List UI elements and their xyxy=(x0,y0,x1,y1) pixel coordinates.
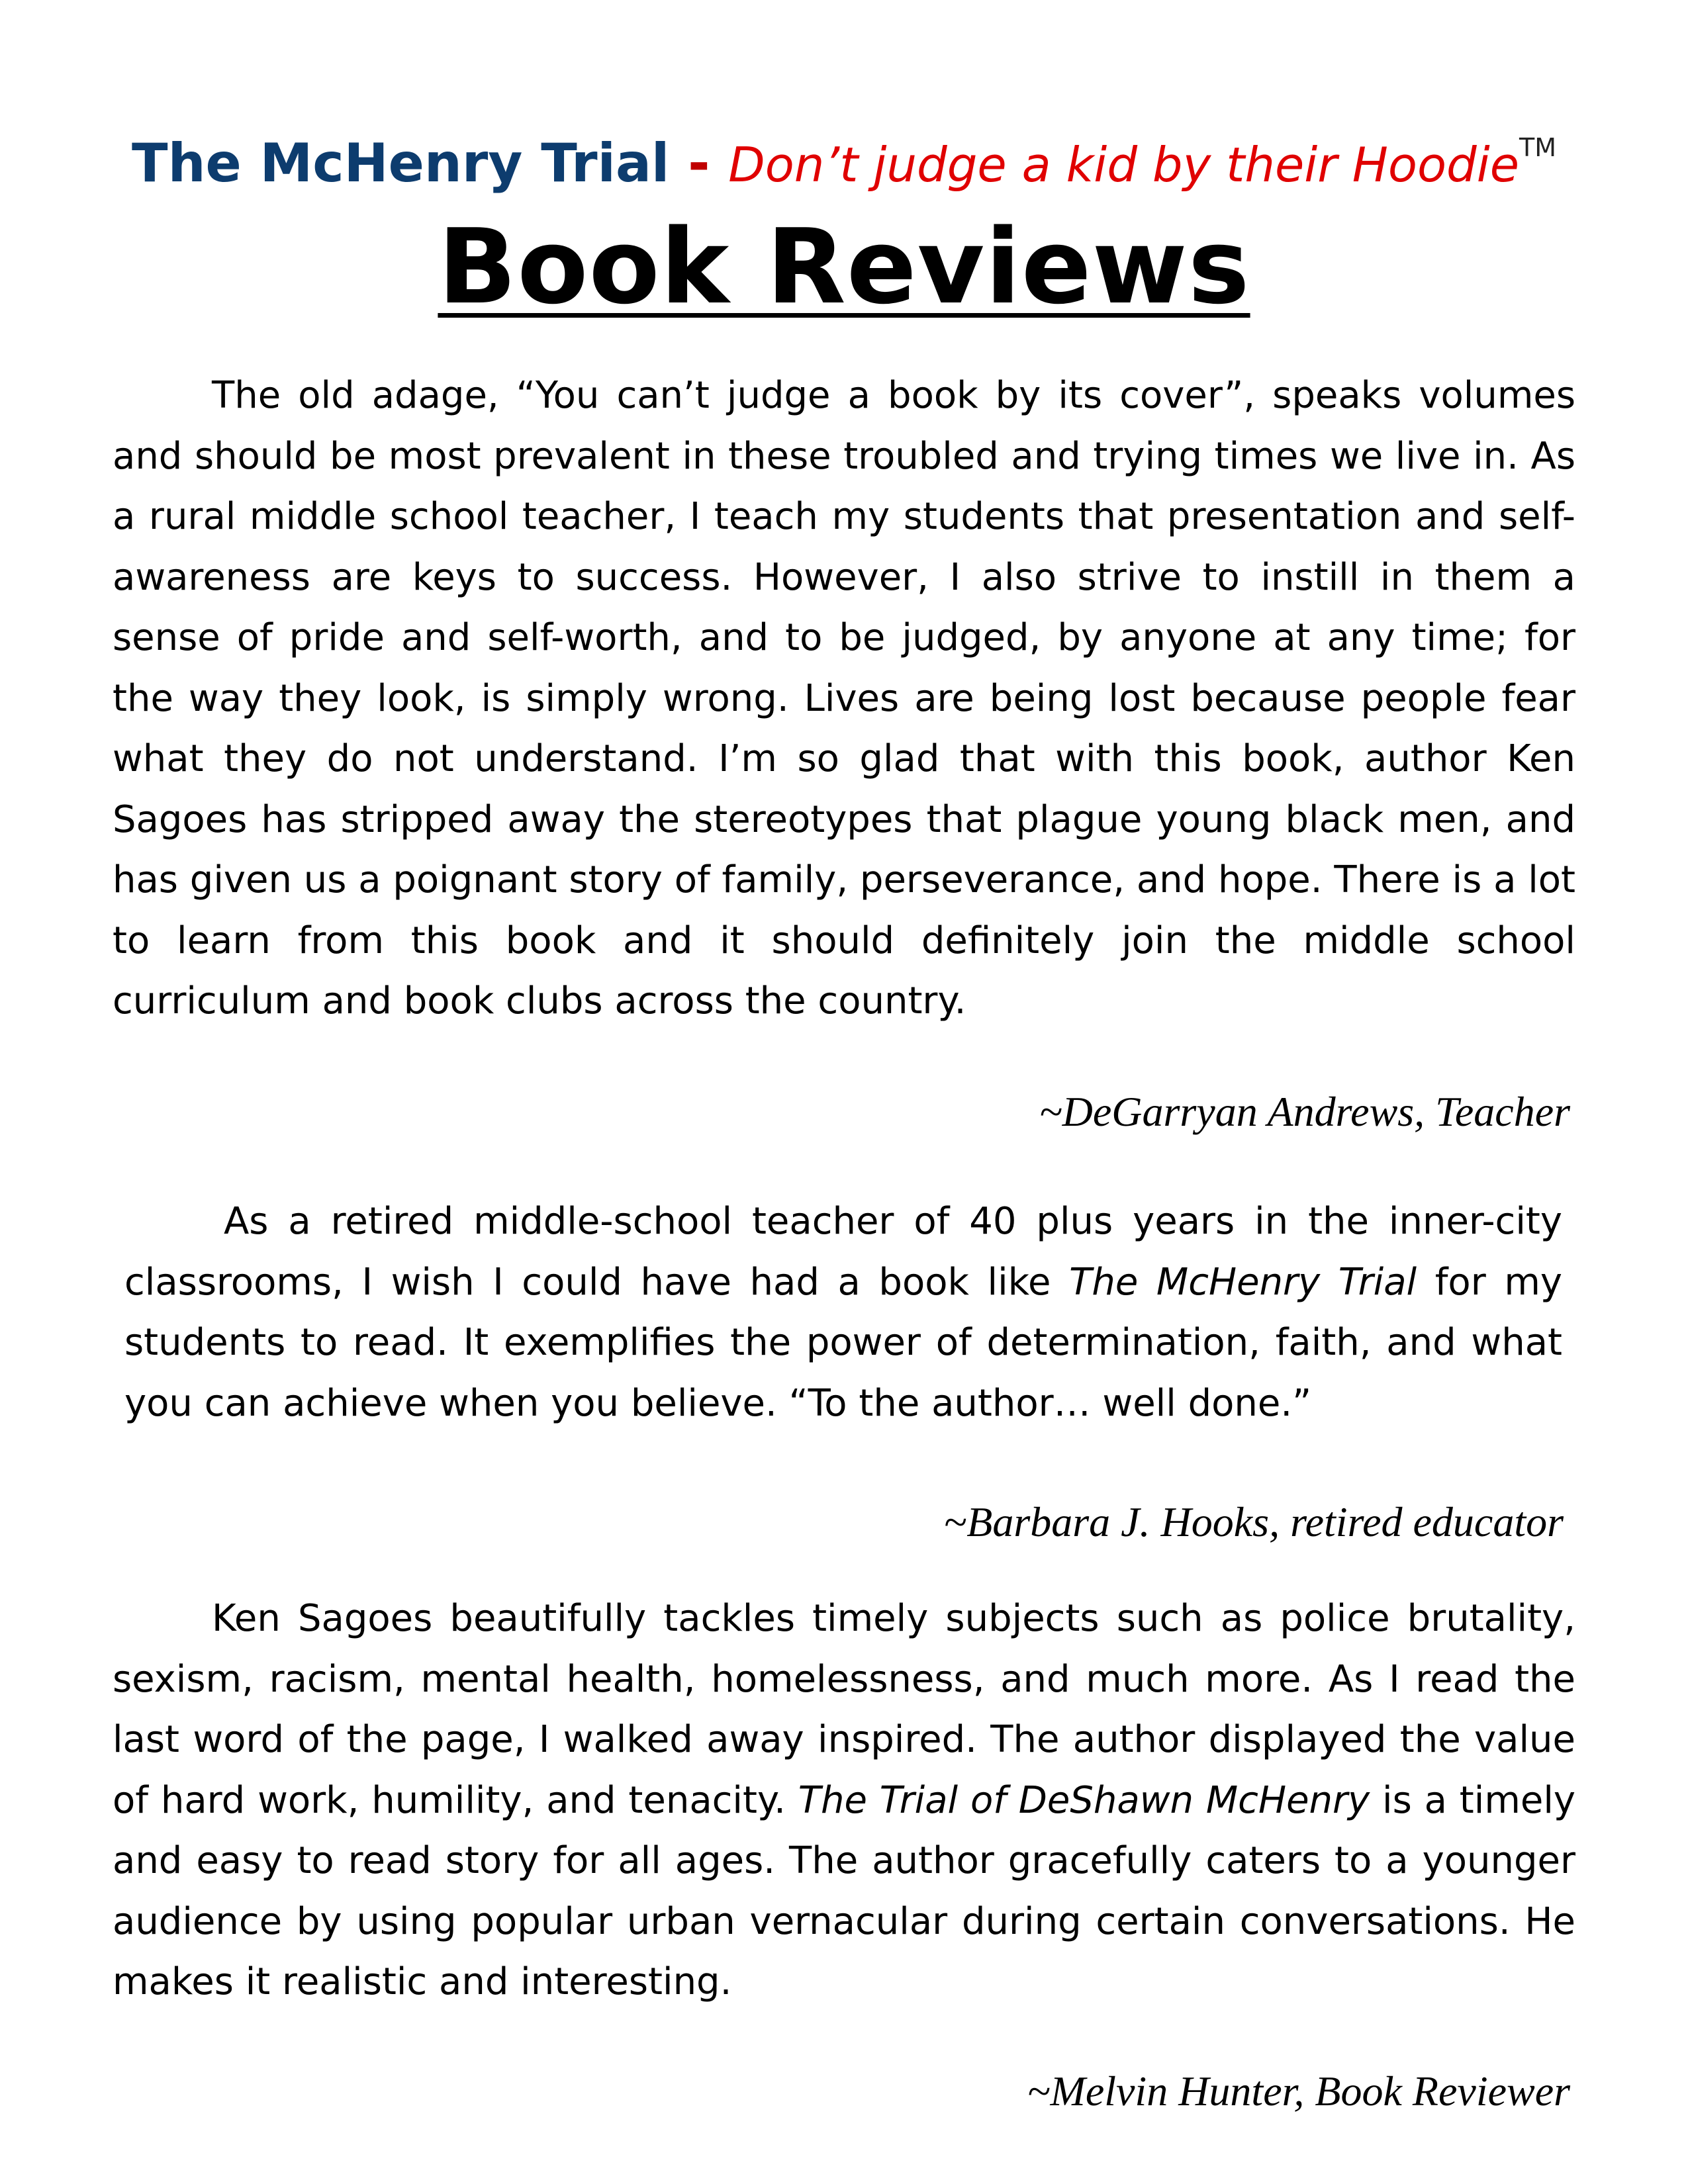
review-paragraph-2 xyxy=(124,1191,1562,1433)
review-3-text-a: Ken Sagoes beautifully tackles timely subjects such as police brutality, sexism, racism, mental health, homelessness, and much more. As I read the last word of the page, I walked away inspired. The author displayed the value of hard work, humility, and tenacity. xyxy=(113,1597,1575,1822)
page-title-text: Book Reviews xyxy=(438,206,1250,327)
review-1-text: The old adage, “You can’t judge a book by its cover”, speaks volumes and should be most prevalent in these troubled and trying times we live in. As a rural middle school teacher, I teach my students that presentation and self-awareness are keys to success. However, I also strive to instill in them a sense of pride and self-worth, and to be judged, by anyone at any time; for the way they look, is simply wrong. Lives are being lost because people fear what they do not understand. I’m so glad that with this book, author Ken Sagoes has stripped away the stereotypes that plague young black men, and has given us a poignant story of family, perseverance, and hope. There is a lot to learn from this book and it should definitely join the middle school curriculum and book clubs across the country. xyxy=(113,374,1575,1023)
review-3-book-title: The Trial of DeShawn McHenry xyxy=(798,1778,1370,1822)
review-paragraph-3 xyxy=(113,1588,1575,2013)
review-2-text-b: for my students to read. It exemplifies the power of determination, faith, and what you can achieve when you believe. “To the author… well done.” xyxy=(124,1260,1563,1425)
review-text-3 xyxy=(113,1588,1575,2013)
tagline: Don’t judge a kid by their Hoodie xyxy=(728,137,1519,193)
trademark-mark: TM xyxy=(1519,133,1556,162)
review-attribution-3: ~Melvin Hunter, Book Reviewer xyxy=(1027,2068,1570,2115)
review-attribution-1: ~DeGarryan Andrews, Teacher xyxy=(1039,1088,1570,1135)
review-2-book-title: The McHenry Trial xyxy=(1069,1260,1417,1304)
review-attribution-2: ~Barbara J. Hooks, retired educator xyxy=(943,1498,1564,1545)
review-paragraph-1 xyxy=(113,365,1575,1032)
review-text-1 xyxy=(113,365,1575,1032)
page-title xyxy=(0,206,1688,327)
header-line xyxy=(0,111,1688,201)
title-separator: - xyxy=(669,132,729,194)
review-text-2 xyxy=(124,1191,1562,1433)
review-2-text-a: As a retired middle-school teacher of 40 plus years in the inner-city classrooms, I wish I could have had a book like xyxy=(124,1200,1562,1304)
review-3-text-b: is a timely and easy to read story for all ages. The author gracefully caters to a younger audience by using popular urban vernacular during certain conversations. He makes it realistic and interesting. xyxy=(113,1778,1576,2003)
series-title: The McHenry Trial xyxy=(132,132,670,194)
